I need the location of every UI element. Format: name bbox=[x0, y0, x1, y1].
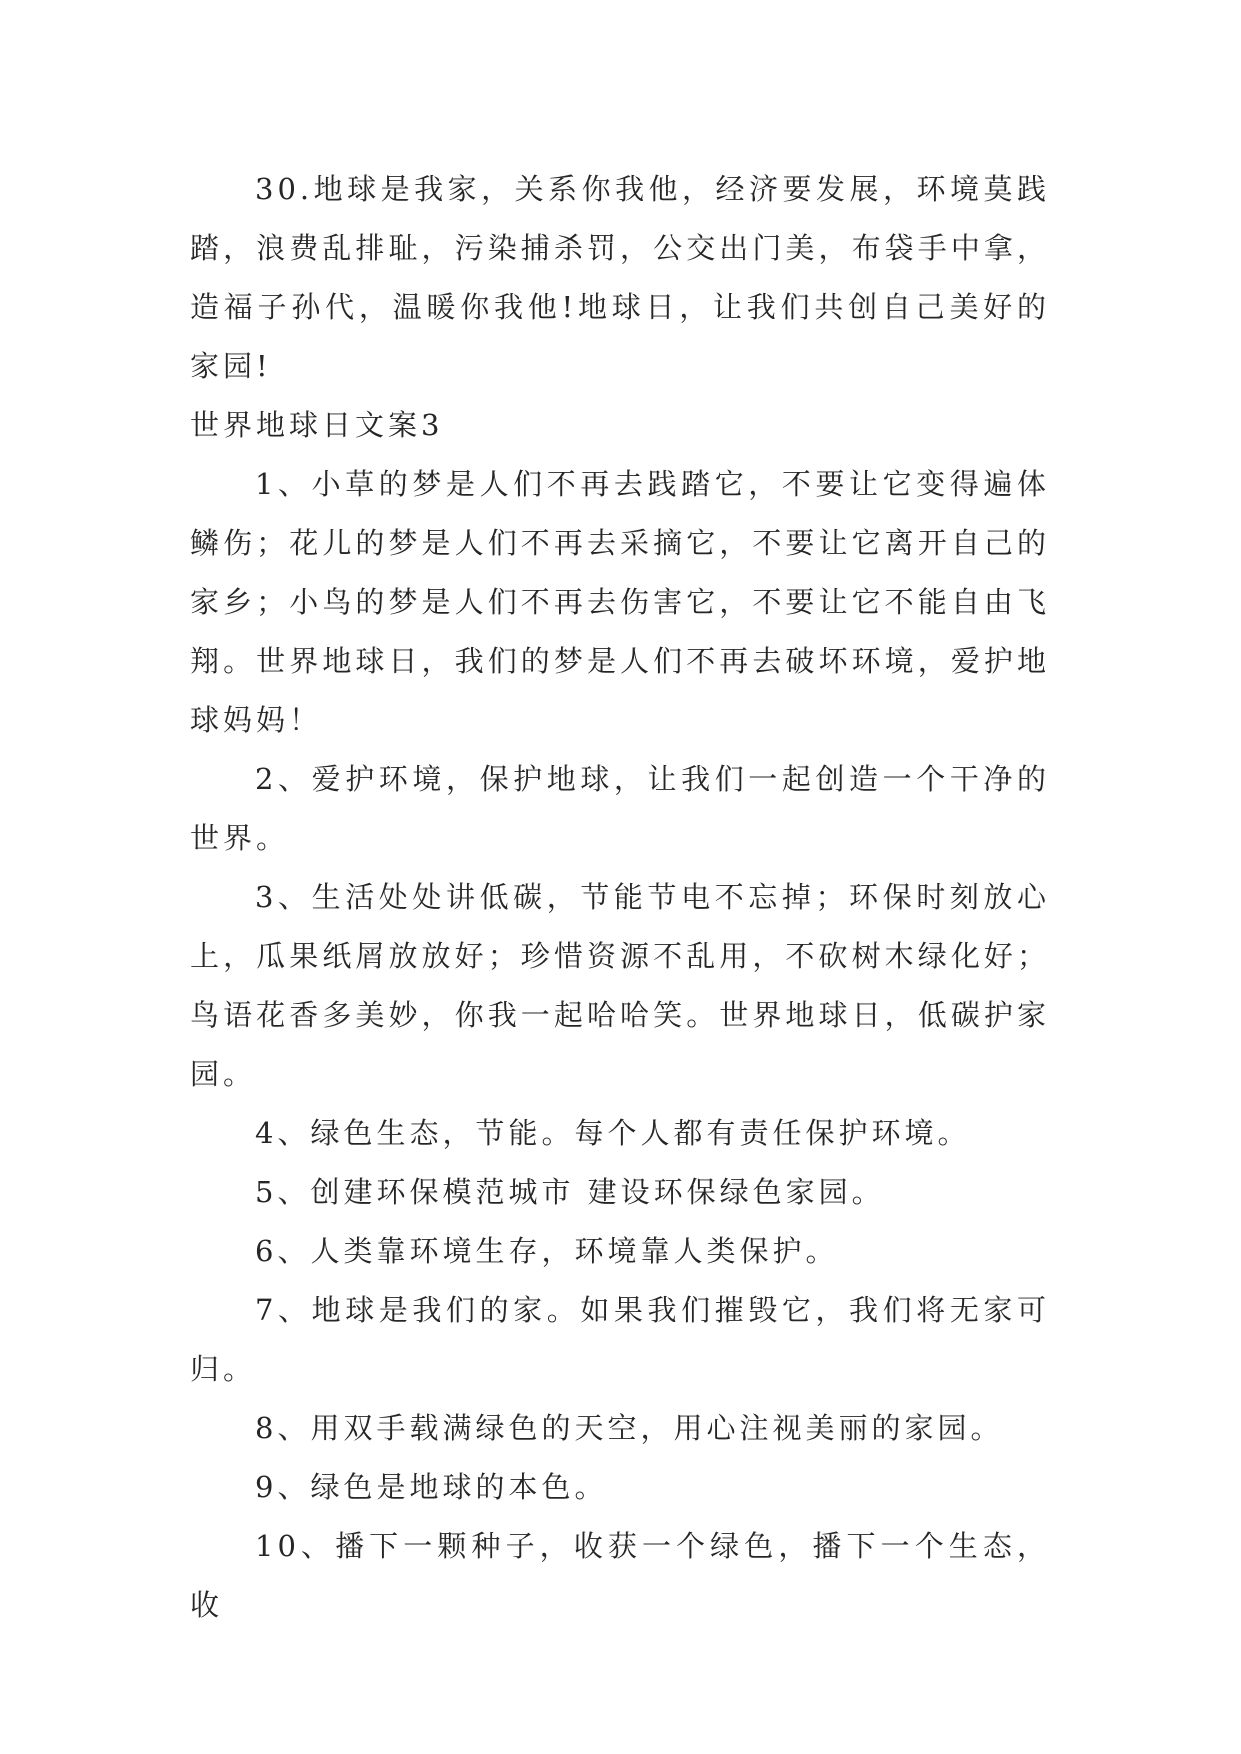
paragraph-3: 3、生活处处讲低碳，节能节电不忘掉；环保时刻放心上，瓜果纸屑放放好；珍惜资源不乱用，不砍树木绿化好；鸟语花香多美妙，你我一起哈哈笑。世界地球日，低碳护家园。 bbox=[190, 880, 1050, 1091]
paragraph-5: 5、创建环保模范城市 建设环保绿色家园。 bbox=[255, 1175, 885, 1209]
paragraph-6: 6、人类靠环境生存，环境靠人类保护。 bbox=[255, 1234, 839, 1268]
paragraph-1: 1、小草的梦是人们不再去践踏它，不要让它变得遍体鳞伤；花儿的梦是人们不再去采摘它，不要让它离开自己的家乡；小鸟的梦是人们不再去伤害它，不要让它不能自由飞翔。世界地球日，我们的梦是人们不再去破坏环境，爱护地球妈妈！ bbox=[190, 467, 1050, 737]
section-heading: 世界地球日文案3 bbox=[190, 408, 444, 442]
paragraph-10: 10、播下一颗种子，收获一个绿色，播下一个生态，收 bbox=[190, 1529, 1050, 1622]
paragraph-30: 30.地球是我家，关系你我他，经济要发展，环境莫践踏，浪费乱排耻，污染捕杀罚，公交出门美，布袋手中拿，造福子孙代，温暖你我他!地球日，让我们共创自己美好的家园! bbox=[190, 172, 1050, 383]
paragraph-7: 7、地球是我们的家。如果我们摧毁它，我们将无家可归。 bbox=[190, 1293, 1050, 1386]
paragraph-2: 2、爱护环境，保护地球，让我们一起创造一个干净的世界。 bbox=[190, 762, 1050, 855]
paragraph-9: 9、绿色是地球的本色。 bbox=[255, 1470, 608, 1504]
document-body bbox=[190, 160, 1050, 1635]
paragraph-8: 8、用双手载满绿色的天空，用心注视美丽的家园。 bbox=[255, 1411, 1004, 1445]
paragraph-4: 4、绿色生态，节能。每个人都有责任保护环境。 bbox=[255, 1116, 971, 1150]
